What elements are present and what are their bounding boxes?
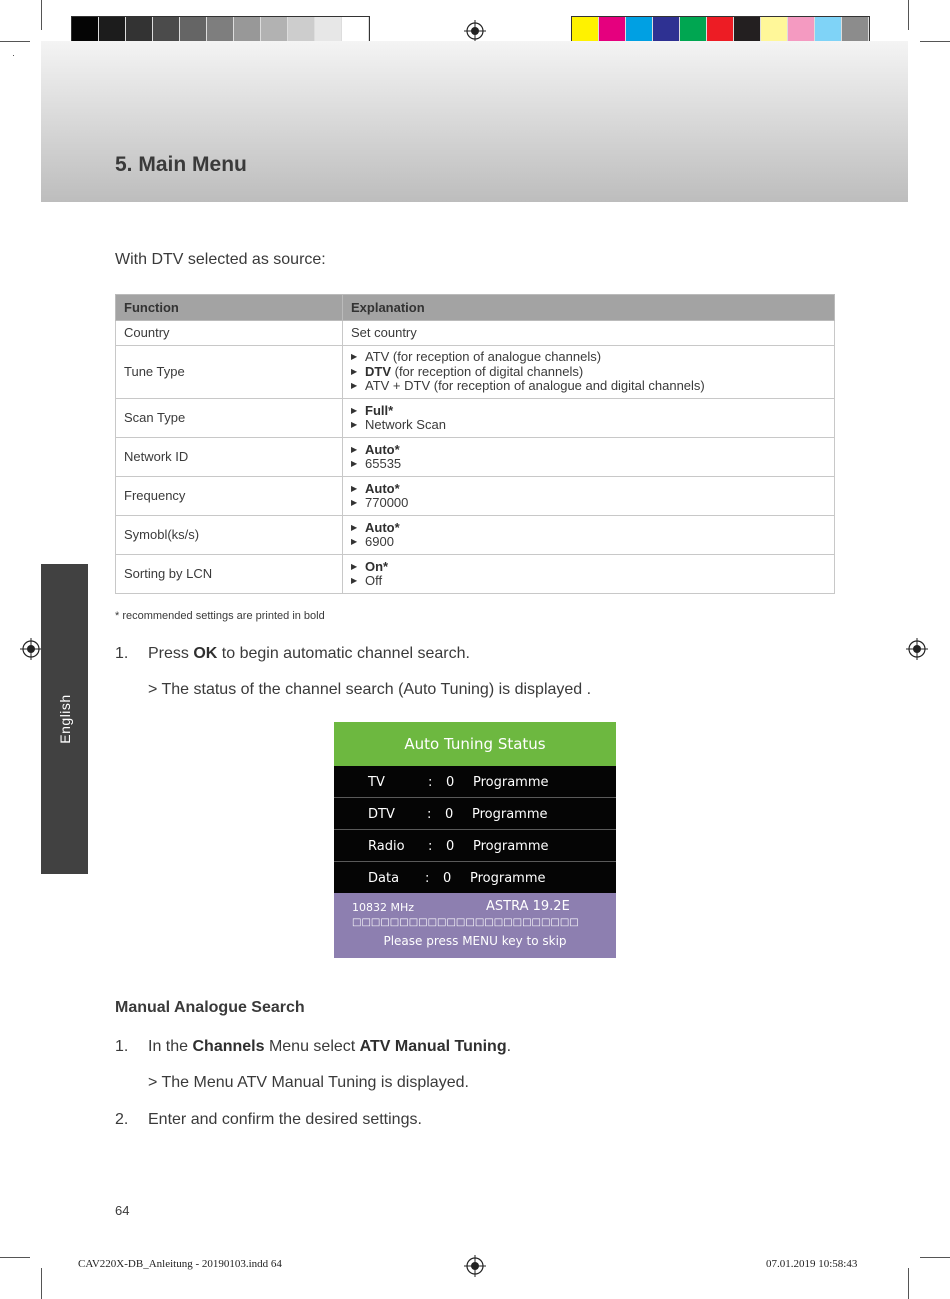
tuning-satellite: ASTRA 19.2E: [486, 899, 570, 914]
step-key: OK: [193, 645, 218, 662]
menu-item-name: ATV Manual Tuning: [359, 1038, 507, 1055]
function-cell: Country: [116, 321, 343, 346]
table-row: [116, 516, 835, 555]
tuning-unit: Programme: [473, 775, 549, 790]
crop-mark: [0, 41, 30, 42]
tuning-count: 0: [445, 807, 454, 822]
option-item: [351, 365, 826, 380]
table-row: [116, 399, 835, 438]
tuning-colon: :: [427, 807, 432, 822]
column-header-function: Function: [116, 295, 343, 321]
option-bold: Auto*: [365, 441, 400, 457]
settings-table: [115, 294, 835, 594]
page-number: 64: [115, 1203, 130, 1218]
step-number: 2.: [115, 1111, 129, 1128]
option-item: [351, 560, 826, 575]
option-item: ▶ Off: [351, 574, 826, 589]
tuning-unit: Programme: [473, 839, 549, 854]
crop-mark: [0, 1257, 30, 1258]
function-cell: Tune Type: [116, 346, 343, 399]
explanation-cell: [343, 399, 835, 438]
tuning-unit: Programme: [470, 871, 546, 886]
crop-mark: [908, 0, 909, 30]
step-text-part: Press: [148, 645, 194, 662]
table-header-row: [116, 295, 835, 321]
step-result: > The status of the channel search (Auto Tuning) is displayed .: [148, 681, 592, 698]
slug-timestamp: 07.01.2019 10:58:43: [766, 1258, 858, 1270]
tuning-count: 0: [446, 775, 455, 790]
tuning-title: Auto Tuning Status: [334, 722, 616, 766]
step-text: [148, 645, 470, 663]
table-row: [116, 555, 835, 594]
registration-mark-icon: [20, 638, 42, 660]
crop-mark: [13, 55, 14, 56]
function-cell: Frequency: [116, 477, 343, 516]
tuning-label: TV: [368, 775, 385, 790]
option-item: ▶ 6900: [351, 535, 826, 550]
option-item: [351, 482, 826, 497]
explanation-cell: [343, 555, 835, 594]
step-text-part: .: [506, 1038, 512, 1055]
explanation-cell: [343, 438, 835, 477]
tuning-hint: Please press MENU key to skip: [383, 934, 567, 948]
step-result: > The Menu ATV Manual Tuning is displayed.: [148, 1074, 469, 1091]
option-item: ▶ ATV + DTV (for reception of analogue and digital channels): [351, 379, 826, 394]
crop-mark: [41, 0, 42, 30]
tuning-footer: [334, 893, 616, 958]
tuning-progress-bar: □□□□□□□□□□□□□□□□□□□□□□□□: [352, 917, 579, 928]
tuning-unit: Programme: [472, 807, 548, 822]
tuning-row: [334, 862, 616, 893]
language-tab: [41, 564, 88, 874]
step-text: [148, 1038, 511, 1056]
option-bold: Auto*: [365, 519, 400, 535]
step-text-part: to begin automatic channel search.: [217, 645, 470, 662]
tuning-colon: :: [428, 775, 433, 790]
tuning-colon: :: [425, 871, 430, 886]
option-item: ▶ Network Scan: [351, 418, 826, 433]
option-bold: DTV: [365, 363, 391, 379]
tuning-label: Data: [368, 871, 400, 886]
tuning-label: Radio: [368, 839, 405, 854]
function-cell: Symobl(ks/s): [116, 516, 343, 555]
language-label: English: [56, 694, 73, 744]
step-number: 1.: [115, 645, 129, 662]
option-item: ▶ 65535: [351, 457, 826, 472]
step-number: 1.: [115, 1038, 129, 1055]
tuning-row: [334, 766, 616, 798]
intro-text: With DTV selected as source:: [115, 251, 326, 268]
crop-mark: [920, 1257, 950, 1258]
tuning-row: [334, 830, 616, 862]
crop-mark: [920, 41, 950, 42]
column-header-explanation: Explanation: [343, 295, 835, 321]
function-cell: Scan Type: [116, 399, 343, 438]
table-row: [116, 438, 835, 477]
slug-filename: CAV220X-DB_Anleitung - 20190103.indd 64: [78, 1258, 282, 1270]
crop-mark: [908, 1268, 909, 1299]
option-bold: On*: [365, 558, 389, 574]
explanation-cell: Set country: [343, 321, 835, 346]
footnote: * recommended settings are printed in bold: [115, 610, 325, 622]
step-text-part: Menu select: [264, 1038, 360, 1055]
option-rest: (for reception of digital channels): [391, 363, 584, 379]
chapter-header-band: [41, 41, 908, 202]
table-row: [116, 321, 835, 346]
step-text-part: In the: [148, 1038, 193, 1055]
tuning-frequency: 10832 MHz: [352, 901, 415, 914]
tuning-row: [334, 798, 616, 830]
tuning-colon: :: [428, 839, 433, 854]
registration-mark-icon: [464, 20, 486, 42]
function-cell: Sorting by LCN: [116, 555, 343, 594]
tuning-label: DTV: [368, 807, 395, 822]
table-row: [116, 477, 835, 516]
step-text: Enter and confirm the desired settings.: [148, 1111, 422, 1128]
option-item: ▶ ATV (for reception of analogue channels): [351, 350, 826, 365]
tuning-count: 0: [446, 839, 455, 854]
registration-mark-icon: [464, 1255, 486, 1277]
explanation-cell: [343, 516, 835, 555]
chapter-title: 5. Main Menu: [115, 153, 247, 176]
option-item: [351, 404, 826, 419]
auto-tuning-status-screen: [334, 722, 616, 959]
crop-mark: [41, 1268, 42, 1299]
option-bold: Auto*: [365, 480, 400, 496]
registration-mark-icon: [906, 638, 928, 660]
explanation-cell: [343, 346, 835, 399]
option-bold: Full*: [365, 402, 394, 418]
section-title: Manual Analogue Search: [115, 999, 305, 1016]
table-row: [116, 346, 835, 399]
menu-name: Channels: [192, 1038, 265, 1055]
tuning-count: 0: [443, 871, 452, 886]
function-cell: Network ID: [116, 438, 343, 477]
option-item: [351, 443, 826, 458]
option-item: [351, 521, 826, 536]
explanation-cell: [343, 477, 835, 516]
option-item: ▶ 770000: [351, 496, 826, 511]
